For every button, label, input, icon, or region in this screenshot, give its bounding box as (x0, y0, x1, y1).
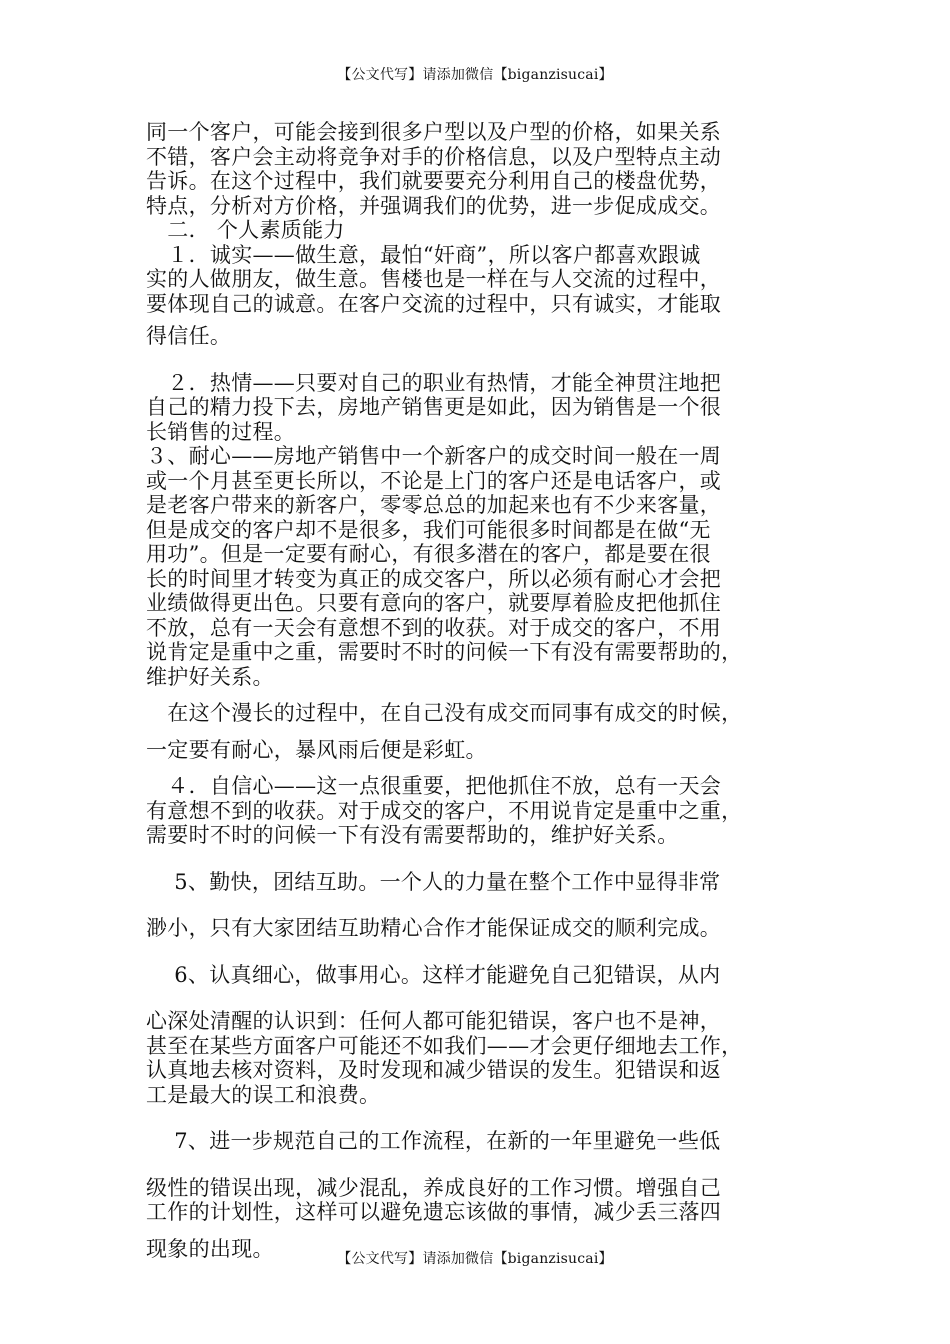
text-line: 心深处清醒的认识到：任何人都可能犯错误，客户也不是神， (146, 1009, 722, 1033)
text-line: 6、认真细心，做事用心。这样才能避免自己犯错误，从内 (146, 962, 721, 987)
text-line: 告诉。在这个过程中，我们就要要充分利用自己的楼盘优势， (146, 169, 722, 193)
text-line: ２．热情——只要对自己的职业有热情，才能全神贯注地把 (146, 370, 722, 395)
text-line: 长的时间里才转变为真正的成交客户，所以必须有耐心才会把 (146, 566, 722, 591)
text-line: 特点，分析对方价格，并强调我们的优势，进一步促成成交。 (146, 193, 722, 218)
text-line: 渺小，只有大家团结互助精心合作才能保证成交的顺利完成。 (146, 916, 722, 940)
text-line: 一定要有耐心，暴风雨后便是彩虹。 (146, 737, 487, 762)
text-line: 用功”。但是一定要有耐心，有很多潜在的客户，都是要在很 (146, 542, 711, 566)
text-line: 认真地去核对资料，及时发现和减少错误的发生。犯错误和返 (146, 1058, 722, 1082)
text-line: 工作的计划性，这样可以避免遗忘该做的事情，减少丢三落四 (146, 1200, 722, 1224)
text-line: 但是成交的客户却不是很多，我们可能很多时间都是在做“无 (146, 517, 711, 542)
text-line: 5、勤快，团结互助。一个人的力量在整个工作中显得非常 (146, 869, 721, 894)
text-line: ３、耐心——房地产销售中一个新客户的成交时间一般在一周 (146, 444, 722, 468)
text-line: 不错，客户会主动将竞争对手的价格信息，以及户型特点主动 (146, 144, 722, 169)
text-line: 现象的出现。 (146, 1236, 274, 1261)
text-line: ４．自信心——这一点很重要，把他抓住不放，总有一天会 (146, 774, 722, 798)
text-line: １．诚实——做生意，最怕“奸商”，所以客户都喜欢跟诚 (146, 242, 701, 267)
text-line: 维护好关系。 (146, 664, 274, 689)
text-line: 需要时不时的问候一下有没有需要帮助的，维护好关系。 (146, 823, 679, 847)
text-line: 甚至在某些方面客户可能还不如我们——才会更仔细地去工作， (146, 1033, 743, 1058)
text-line: 自己的精力投下去，房地产销售更是如此，因为销售是一个很 (146, 395, 722, 419)
text-line: 得信任。 (146, 324, 232, 348)
text-line: 有意想不到的收获。对于成交的客户，不用说肯定是重中之重， (146, 798, 743, 823)
text-line: 要体现自己的诚意。在客户交流的过程中，只有诚实，才能取 (146, 291, 722, 316)
text-line: 工是最大的误工和浪费。 (146, 1082, 381, 1107)
text-line: 7、进一步规范自己的工作流程，在新的一年里避免一些低 (146, 1129, 721, 1153)
text-line: 级性的错误出现，减少混乱，养成良好的工作习惯。增强自己 (146, 1175, 722, 1200)
text-line: 是老客户带来的新客户，零零总总的加起来也有不少来客量， (146, 493, 722, 517)
text-line: 业绩做得更出色。只要有意向的客户，就要厚着脸皮把他抓住 (146, 591, 722, 615)
text-line: 不放，总有一天会有意想不到的收获。对于成交的客户，不用 (146, 615, 722, 640)
text-line: 实的人做朋友，做生意。售楼也是一样在与人交流的过程中， (146, 267, 722, 291)
text-line: 在这个漫长的过程中，在自己没有成交而同事有成交的时候， (146, 701, 743, 725)
document-body (146, 120, 810, 1261)
section-heading: 二． 个人素质能力 (146, 218, 345, 242)
text-line: 同一个客户，可能会接到很多户型以及户型的价格，如果关系 (146, 120, 722, 144)
text-line: 说肯定是重中之重，需要时不时的问候一下有没有需要帮助的， (146, 640, 743, 664)
page-header: 【公文代写】请添加微信【biganzisucai】 (337, 67, 613, 83)
text-line: 长销售的过程。 (146, 419, 296, 444)
text-line: 或一个月甚至更长所以，不论是上门的客户还是电话客户，或 (146, 468, 722, 493)
page-footer: 【公文代写】请添加微信【biganzisucai】 (337, 1251, 613, 1267)
